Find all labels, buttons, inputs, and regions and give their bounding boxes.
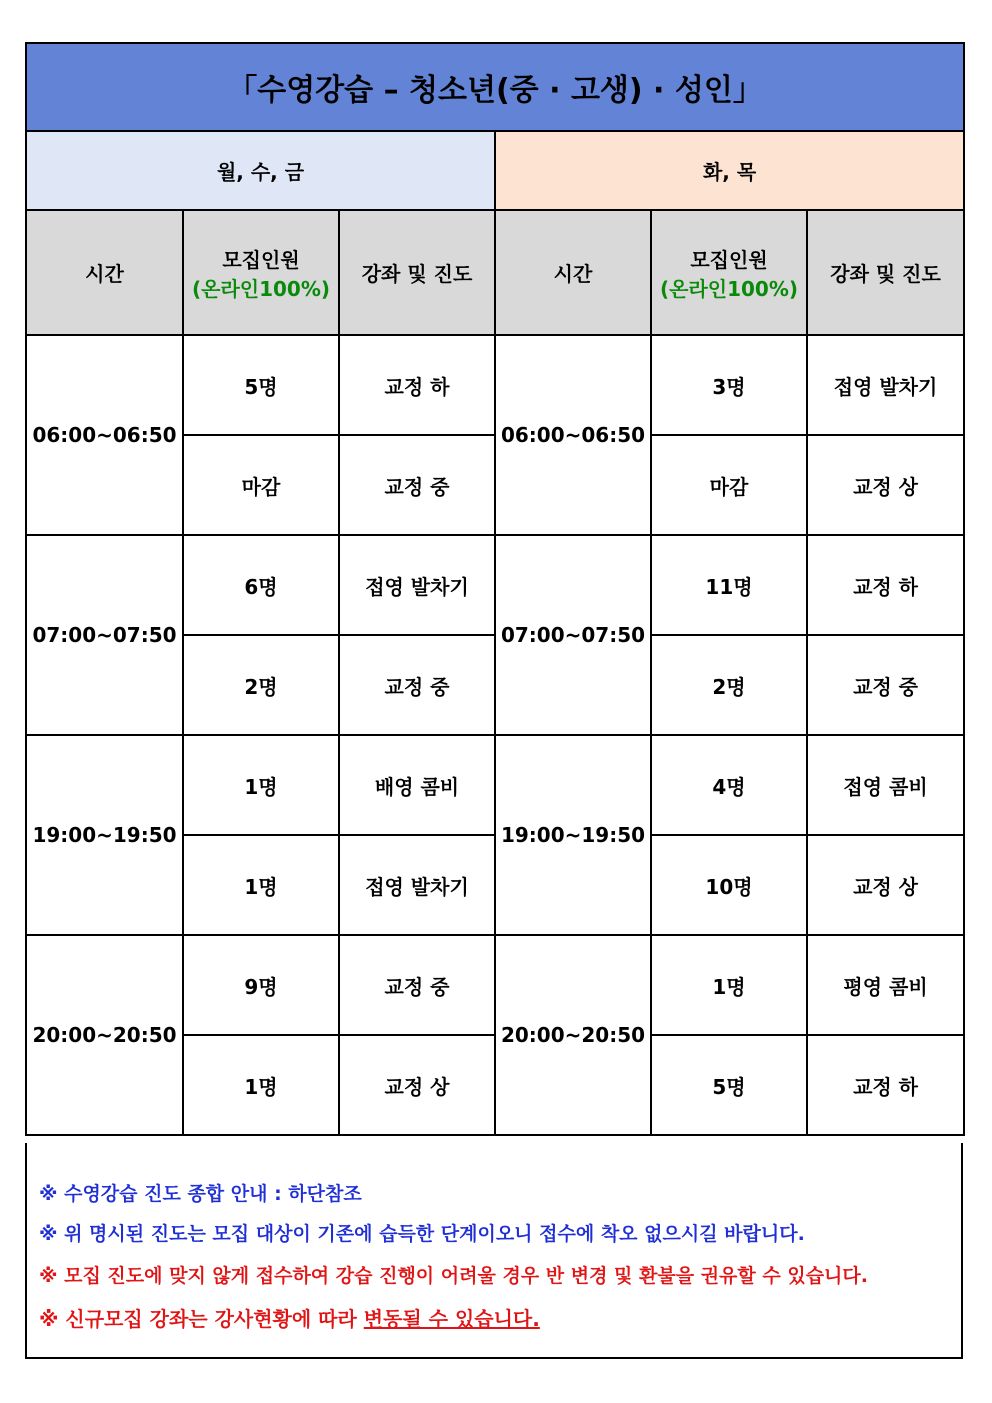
header-capacity-label: 모집인원 — [690, 247, 768, 272]
schedule-sheet — [25, 42, 963, 1136]
capacity-cell: 3명 — [651, 335, 807, 435]
schedule-table — [25, 42, 965, 1136]
course-cell: 접영 발차기 — [807, 335, 964, 435]
note-new-course-underlined: 변동될 수 있습니다. — [363, 1307, 540, 1331]
header-course: 강좌 및 진도 — [807, 210, 964, 335]
capacity-cell: 1명 — [183, 835, 339, 935]
day-group-left: 월, 수, 금 — [26, 131, 495, 210]
time-slot: 06:00~06:50 — [495, 335, 651, 535]
capacity-cell: 1명 — [183, 735, 339, 835]
course-cell: 교정 상 — [339, 1035, 495, 1135]
header-capacity-online: (온라인100%) — [191, 276, 331, 301]
capacity-cell: 2명 — [651, 635, 807, 735]
course-cell: 접영 발차기 — [339, 835, 495, 935]
course-cell: 교정 중 — [339, 935, 495, 1035]
course-cell: 교정 하 — [807, 1035, 964, 1135]
course-cell: 교정 상 — [807, 835, 964, 935]
time-slot: 06:00~06:50 — [26, 335, 183, 535]
header-course: 강좌 및 진도 — [339, 210, 495, 335]
course-cell: 평영 콤비 — [807, 935, 964, 1035]
note-new-course-change — [39, 1303, 540, 1332]
capacity-cell: 마감 — [651, 435, 807, 535]
header-capacity-online: (온라인100%) — [659, 276, 799, 301]
header-capacity — [651, 210, 807, 335]
capacity-cell: 마감 — [183, 435, 339, 535]
capacity-cell: 5명 — [651, 1035, 807, 1135]
course-cell: 접영 콤비 — [807, 735, 964, 835]
course-cell: 교정 중 — [807, 635, 964, 735]
course-cell: 교정 하 — [339, 335, 495, 435]
capacity-cell: 10명 — [651, 835, 807, 935]
capacity-cell: 1명 — [651, 935, 807, 1035]
capacity-cell: 4명 — [651, 735, 807, 835]
day-group-right: 화, 목 — [495, 131, 964, 210]
capacity-cell: 6명 — [183, 535, 339, 635]
page-title: 「수영강습 – 청소년(중 · 고생) · 성인」 — [26, 43, 964, 131]
course-cell: 교정 중 — [339, 635, 495, 735]
capacity-cell: 11명 — [651, 535, 807, 635]
header-time: 시간 — [26, 210, 183, 335]
course-cell: 배영 콤비 — [339, 735, 495, 835]
course-cell: 교정 하 — [807, 535, 964, 635]
note-refund-warning: ※ 모집 진도에 맞지 않게 접수하여 강습 진행이 어려울 경우 반 변경 및 환불을 권유할 수 있습니다. — [39, 1265, 868, 1287]
note-progress-guide: ※ 수영강습 진도 종합 안내 : 하단참조 — [39, 1183, 362, 1205]
course-cell: 교정 중 — [339, 435, 495, 535]
note-progress-meaning: ※ 위 명시된 진도는 모집 대상이 기존에 습득한 단계이오니 접수에 착오 없으시길 바랍니다. — [39, 1223, 805, 1245]
time-slot: 19:00~19:50 — [26, 735, 183, 935]
time-slot: 07:00~07:50 — [495, 535, 651, 735]
course-cell: 교정 상 — [807, 435, 964, 535]
time-slot: 20:00~20:50 — [26, 935, 183, 1135]
header-time: 시간 — [495, 210, 651, 335]
capacity-cell: 2명 — [183, 635, 339, 735]
notes-box — [25, 1143, 963, 1359]
time-slot: 20:00~20:50 — [495, 935, 651, 1135]
capacity-cell: 9명 — [183, 935, 339, 1035]
course-cell: 접영 발차기 — [339, 535, 495, 635]
note-new-course-text: ※ 신규모집 강좌는 강사현황에 따라 — [39, 1307, 364, 1331]
header-capacity — [183, 210, 339, 335]
header-capacity-label: 모집인원 — [222, 247, 300, 272]
capacity-cell: 5명 — [183, 335, 339, 435]
time-slot: 19:00~19:50 — [495, 735, 651, 935]
time-slot: 07:00~07:50 — [26, 535, 183, 735]
capacity-cell: 1명 — [183, 1035, 339, 1135]
